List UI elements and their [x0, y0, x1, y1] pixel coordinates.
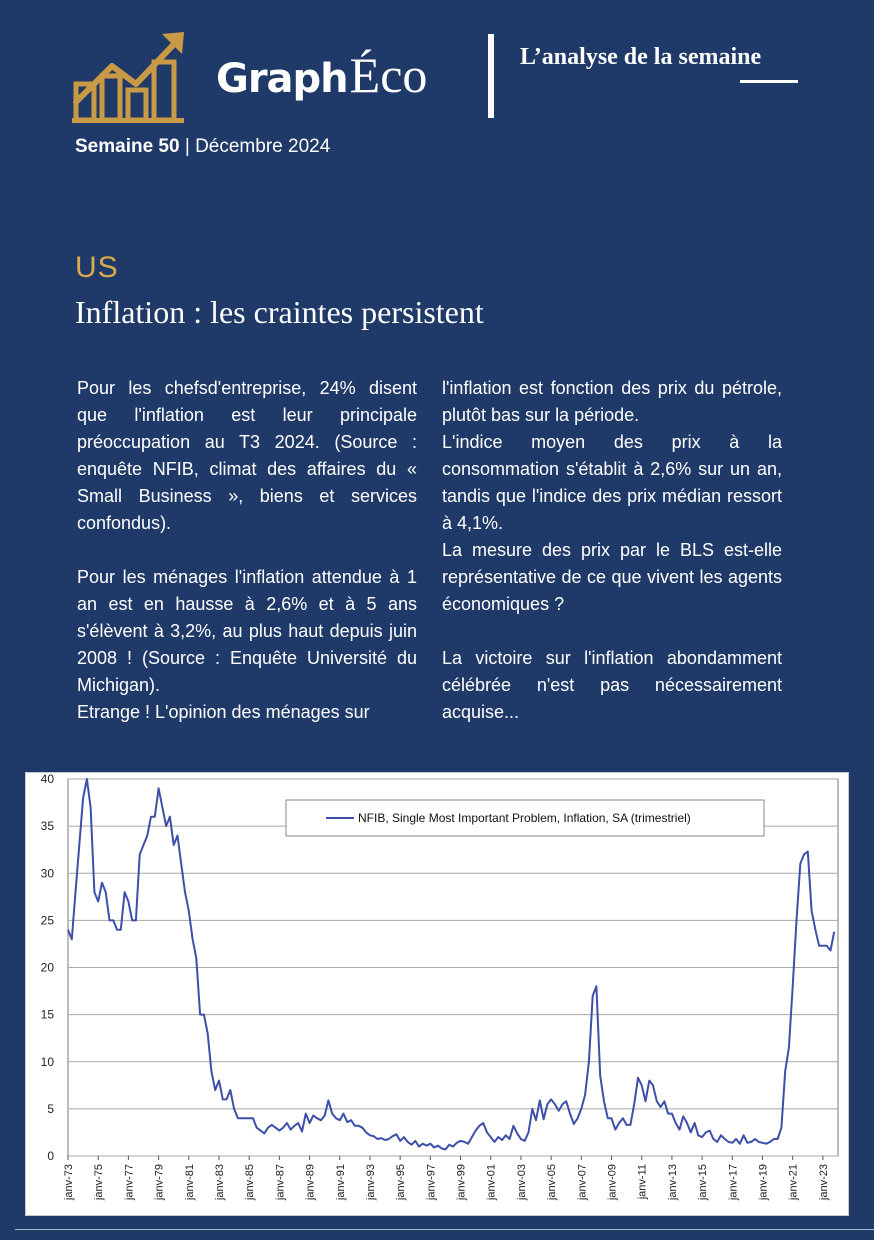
tagline-underline	[740, 80, 798, 83]
paragraph: l'inflation est fonction des prix du pétrole, plutôt bas sur la période.	[442, 378, 782, 425]
header-divider	[488, 34, 494, 118]
x-tick-label: janv-89	[304, 1164, 317, 1201]
week-label: Semaine 50	[75, 136, 180, 157]
x-tick-label: janv-81	[183, 1164, 196, 1201]
x-tick-label: janv-79	[153, 1164, 166, 1201]
inflation-line-chart	[26, 773, 848, 1215]
x-tick-label: janv-05	[546, 1164, 559, 1201]
paragraph: Pour les chefsd'entreprise, 24% disent que l'inflation est leur principale préoccupation au T3 2024. (Source : enquête NFIB, climat des affaires du « Small Business », biens et services confondus).	[77, 378, 417, 533]
x-tick-label: janv-75	[93, 1164, 106, 1201]
brand-logo	[216, 46, 427, 106]
paragraph: Etrange ! L'opinion des ménages sur	[77, 702, 370, 722]
y-tick-label: 15	[40, 1007, 54, 1022]
paragraph: Pour les ménages l'inflation attendue à 1 an est en hausse à 2,6% et à 5 ans s'élèvent à 3,2%, au plus haut depuis juin 2008 ! (Source : Enquête Université du Michigan).	[77, 567, 417, 695]
issue-date-line	[75, 136, 330, 158]
paragraph: La mesure des prix par le BLS est-elle représentative de ce que vivent les agents économiques ?	[442, 540, 782, 614]
y-tick-label: 20	[40, 960, 54, 975]
y-tick-label: 30	[40, 866, 54, 881]
paragraph: L'indice moyen des prix à la consommation s'établit à 2,6% sur un an, tandis que l'indice des prix médian ressort à 4,1%.	[442, 432, 782, 533]
x-tick-label: janv-09	[606, 1164, 619, 1201]
x-tick-label: janv-77	[123, 1164, 136, 1201]
legend-label: NFIB, Single Most Important Problem, Inflation, SA (trimestriel)	[358, 811, 691, 825]
y-tick-label: 40	[40, 773, 54, 786]
x-tick-label: janv-13	[666, 1164, 679, 1201]
section-label: US	[75, 251, 119, 284]
date-separator: |	[184, 136, 190, 157]
x-tick-label: janv-19	[757, 1164, 770, 1201]
footer-rule	[15, 1229, 874, 1230]
x-tick-label: janv-11	[636, 1164, 649, 1200]
y-tick-label: 0	[47, 1149, 54, 1163]
article-column-right	[442, 375, 782, 726]
tagline: L’analyse de la semaine	[520, 44, 762, 70]
x-tick-label: janv-03	[515, 1164, 528, 1201]
x-tick-label: janv-73	[63, 1164, 75, 1201]
x-tick-label: janv-15	[697, 1164, 710, 1201]
x-tick-label: janv-23	[817, 1164, 830, 1201]
x-tick-label: janv-87	[274, 1164, 287, 1201]
x-tick-label: janv-93	[364, 1164, 377, 1201]
brand-name-graph: Graph	[216, 56, 348, 102]
paragraph: La victoire sur l'inflation abondamment célébrée n'est pas nécessairement acquise...	[442, 648, 782, 722]
x-tick-label: janv-97	[425, 1164, 438, 1201]
article-column-left	[77, 375, 417, 726]
y-tick-label: 35	[40, 819, 54, 834]
x-tick-label: janv-91	[334, 1164, 347, 1201]
article-title: Inflation : les craintes persistent	[75, 294, 484, 330]
y-tick-label: 25	[40, 913, 54, 928]
brand-name-eco: Éco	[349, 47, 428, 103]
x-tick-label: janv-83	[213, 1164, 226, 1201]
x-tick-label: janv-85	[244, 1164, 257, 1201]
y-tick-label: 5	[47, 1101, 54, 1116]
x-tick-label: janv-95	[395, 1164, 408, 1201]
bar-chart-logo-icon	[72, 28, 188, 124]
x-tick-label: janv-21	[787, 1164, 800, 1201]
x-tick-label: janv-99	[455, 1164, 468, 1201]
date-label: Décembre 2024	[195, 136, 331, 157]
y-tick-label: 10	[40, 1054, 54, 1069]
x-tick-label: janv-17	[727, 1164, 740, 1201]
x-tick-label: janv-07	[576, 1164, 589, 1201]
x-tick-label: janv-01	[485, 1164, 498, 1201]
inflation-chart	[25, 772, 849, 1216]
